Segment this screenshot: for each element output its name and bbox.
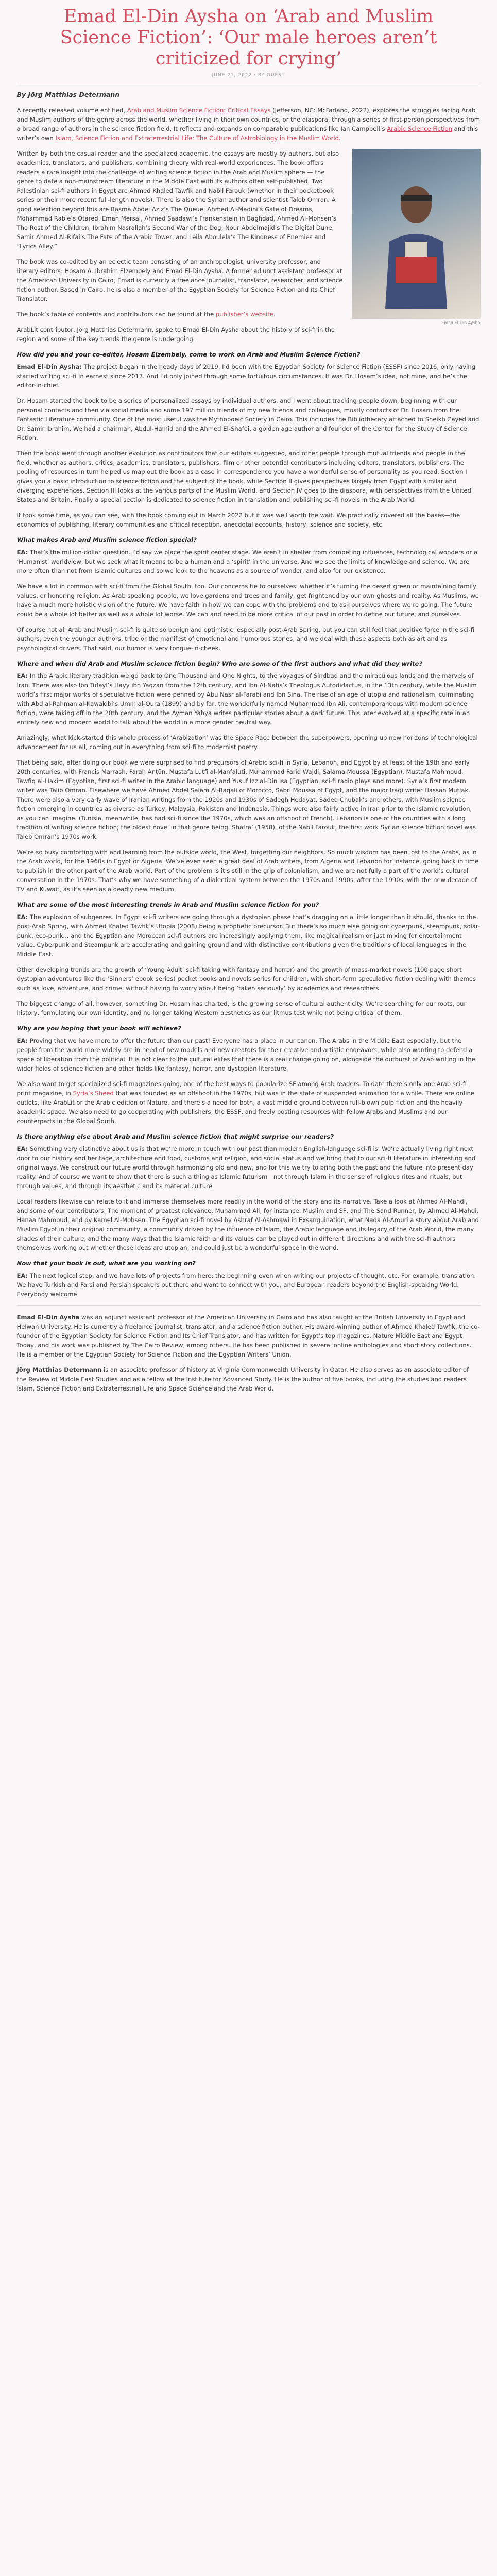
answer-text: The explosion of subgenres. In Egypt sci-fi writers are going through a dystopian phase that’s dragging on a little longer than it should, thanks to the post-Arab Spring, with Ahmed Khaled Tawfik’s Utopia (2008) being a prophetic precursor. But there’s so much else going on: cyberpunk, steampunk, solar-punk, eco-punk... and the Egyptian and Moroccan sci-fi authors are increasingly applying them, like magical realism or just mixing for entertainment value. Cyberpunk and Steampunk are accelerating and gaining ground and with distinctive contributions given the traditions of local languages in the Middle East. bbox=[16, 913, 481, 958]
answer-2-p3: Of course not all Arab and Muslim sci-fi is quite so benign and optimistic, especially post-Arab Spring, but you can still feel that positive force in the sci-fi authors, even the younger authors, tribe or the manifest of emotional and humorous stories, and we deal with these aspects both as art and as psychological drivers. That said, our humor is very tongue-in-cheek. bbox=[16, 626, 474, 652]
islam-sf-link[interactable]: Islam, Science Fiction and Extraterrestrial Life: The Culture of Astrobiology in the Muslim World bbox=[55, 134, 339, 142]
publisher-link[interactable]: publisher’s website bbox=[215, 311, 273, 318]
person-silhouette bbox=[380, 180, 452, 309]
footer-spacer bbox=[17, 1399, 481, 1420]
answer-5-p2 bbox=[17, 1079, 481, 1126]
answer-text: The next logical step, and we have lots of projects from here: the beginning even when writing our projects of thought, etc. For example, translation. We have Turkish and Farsi and Persian speakers out there and want to connect with you, and European readers beyond the English-speaking World. Everybody welcome. bbox=[16, 1272, 476, 1298]
intro-text: . bbox=[338, 134, 341, 142]
answer-4-p3: The biggest change of all, however, something Dr. Hosam has charted, is the growing sense of cultural authenticity. We’re searching for our roots, our history, formulating our own identity, and no longer taking Western aesthetics as our litmus test while not being critical of them. bbox=[16, 1000, 467, 1016]
question-5: Why are you hoping that your book will achieve? bbox=[16, 1025, 181, 1032]
byline: By Jörg Matthias Determann bbox=[16, 91, 120, 98]
answer-2-p1 bbox=[17, 548, 481, 575]
intro-text: A recently released volume entitled, bbox=[16, 107, 127, 114]
question-1: How did you and your co-editor, Hosam Elzembely, come to work on Arab and Muslim Science Fiction? bbox=[16, 351, 361, 358]
answer-3-p3: That being said, after doing our book we were surprised to find precursors of Arabic sci-fi in Syria, Lebanon, and Egypt by at least of the 19th and early 20th centuries, with Francis Marrash, Faraḥ Anṭūn, Mustafa Lutfi al-Manfaluti, Muhammad Farid Wajdi, Salama Moussa (Egyptian), Mustafa Mahmoud, Tawfiq al-Hakim (Egyptian, first sci-fi writer in the Arabic language) and Yusuf Izz al-Din Isa (Egyptian, sci-fi radio plays and more). Syria’s first modern writer was Talib Omran. Elsewhere we have Ahmed Abdel Salam Al-Baqali of Morocco, Sabri Moussa of Egypt, and the major Iraqi writer Hassan Mutlak. There were also a very early wave of Iranian writings from the 1920s and 1930s of Sadegh Hedayat, Sadeq Chubak’s and others, with Muslim science fiction emerging in countries as diverse as Turkey, Malaysia, Pakistan and Indonesia. Things were also fairly active in Iran prior to the Islamic revolution, as you can imagine. (Tunisia, meanwhile, has had sci-fi since the 1970s, which was an offshoot of French). Lebanon is one of the countries with a long tradition of writing science fiction; the oldest novel in that genre being ‘Shafra’ (1958), of the Nabil Farouk; the first work Syrian science fiction novel was Taleb Omran’s 1970s work. bbox=[16, 759, 476, 840]
answer-5-p1 bbox=[17, 1036, 481, 1073]
book-link[interactable]: Arab and Muslim Science Fiction: Critical Essays bbox=[127, 107, 271, 114]
question-3: Where and when did Arab and Muslim science fiction begin? Who are some of the first authors and what did they write? bbox=[16, 660, 423, 667]
answer-3-p1 bbox=[17, 671, 481, 727]
answer-1-p4: It took some time, as you can see, with the book coming out in March 2022 but it was well worth the wait. We practically covered all the bases—the economics of publishing, literary communities and critical reception, anecdotal accounts, history, science and society, etc. bbox=[16, 512, 460, 528]
intro-text: and this writer’s own bbox=[16, 125, 478, 142]
question-2: What makes Arab and Muslim science fiction special? bbox=[16, 536, 197, 544]
photo-caption: Emad El-Din Aysha bbox=[441, 320, 481, 325]
bio-name: Jörg Matthias Determann bbox=[16, 1366, 102, 1374]
question-6: Is there anything else about Arab and Muslim science fiction that might surprise our readers? bbox=[16, 1133, 334, 1140]
article bbox=[17, 0, 481, 1420]
author-figure bbox=[352, 149, 481, 325]
article-title: Emad El-Din Aysha on ‘Arab and Muslim Science Fiction’: ‘Our male heroes aren’t criticized for crying’ bbox=[60, 6, 437, 69]
intro-paragraph-5: ArabLit contributor, Jörg Matthias Determann, spoke to Emad El-Din Aysha about the history of sci-fi in the region and some of the key trends the genre is undergoing. bbox=[16, 326, 335, 343]
intro-paragraph-2: Written by both the casual reader and the specialized academic, the essays are mostly by authors, but also academics, translators, and publishers, combining theory with real-world experiences. The book offers readers a rare insight into the challenge of writing science fiction in the Arab and Muslim sphere — the genre to date a non-mainstream literature in the Middle East with its authors often self-published. Two Palestinian sci-fi authors in Egypt are Ahmed Khaled Tawfik and Nabil Farouk (whether in their pocketbook series or their more recent full-length novels). There is also the Syrian author and scientist Taleb Omran. A good selection beyond this are Basma Abdel Aziz’s The Queue, Ahmed Al-Madini’s Gate of Dreams, Mohammad Rabie’s Otared, Eman Mersal, Ahmed Saadawi’s Frankenstein in Baghdad, Ahmed Al-Mohsen’s The Rest of the Children, Ibrahim Nasrallah’s Second War of the Dog, Nour Abdelmajid’s The Digital Dune, Samir Ahmed Al-Rifai’s The Fate of the Arabic Tower, and Leila Aboulela’s The Kindness of Enemies and “Lyrics Alley.” bbox=[16, 150, 339, 250]
speaker-name: EA: bbox=[16, 1272, 28, 1279]
sheed-link[interactable]: Syria’s Sheed bbox=[73, 1090, 114, 1097]
answer-4-p1 bbox=[17, 912, 481, 959]
answer-text: Something very distinctive about us is that we’re more in touch with our past than modern English-language sci-fi is. We’re actually living right next door to our history and heritage, architecture and food, customs and religion, and social status and we bring that to our sci-fi literature in interesting and original ways. We construct our future world through harmonizing old and new, and for this we try to bring both the past and the future into present day reality. And of course we want to show that there is such a thing as Islamic futurism—not through Islam in the sense of religious rites and rituals, but through values, and through its aesthetic and its material culture. bbox=[16, 1145, 476, 1190]
divider bbox=[17, 1305, 481, 1306]
author-photo bbox=[352, 149, 481, 319]
answer-1-p2: Dr. Hosam started the book to be a series of personalized essays by individual authors, and I went about tracking people down, beginning with our personal contacts and then via social media and some 197 million friends of my new friends and colleagues, mostly contacts of Dr. Hosam from the Fantastic Literature community. One of the most useful was the Mythopoeic Society in Cairo. This includes the Bibliothecary attached to Sheikh Zayed and Dr. Samir Ibrahim. We had a chairman, Abdul-Hamid and the Ahmed El-Shafei, a golden age author and founder of the Center for the Study of Science Fiction. bbox=[16, 397, 479, 442]
arabic-sf-link[interactable]: Arabic Science Fiction bbox=[387, 125, 452, 132]
answer-text: The project began in the heady days of 2019. I’d been with the Egyptian Society for Science Fiction (ESSF) since 2016, only having started writing sci-fi in earnest since 2017. And I’d only joined through some fortuitous circumstances. It was Dr. Hosam’s idea, not mine, and he’s the editor-in-chief. bbox=[16, 363, 476, 389]
answer-3-p2: Amazingly, what kick-started this whole process of ‘Arabization’ was the Space Race between the superpowers, opening up new horizons of technological advancement for us all, coming out in everything from sci-fi to modernist poetry. bbox=[16, 734, 478, 751]
answer-text: that was founded as an offshoot in the 1970s, but was in the state of suspended animation for a while. There are online outlets, like ArabLit or the Arabic edition of Nature, and there’s a need for both, a vast middle ground between full-blown pulp fiction and the heavily academic space. We also need to go cooperating with publishers, the ESSF, and freely posting resources with fellow Arabs and Muslims and our counterparts in the Global South. bbox=[16, 1090, 474, 1125]
answer-6-p2: Local readers likewise can relate to it and immerse themselves more readily in the world of the story and its narrative. Take a look at Ahmed Al-Mahdi, and some of our contributors. The moment of greatest relevance, Muhammad Ali, for instance: Muslim and SF, and The Sand Runner, by Ahmed Al-Mahdi, Hanaa Mahmoud, and by Kamel Al-Mohsen. The Egyptian sci-fi novel by Ashraf Al-Ashmawi in Exsanguination, what Nada Al-Arouri a story about Arab and Muslim Egypt in their original community, a community driven by the influence of Islam, the Arabic language and its legacy of the Arab World, the many shades of their culture, and the many ways that the Islamic faith and its values can be played out in different directions and with the sci-fi authors themselves working out whether these ideas are utopian, and could just be a wonderful space in the world. bbox=[16, 1198, 479, 1251]
intro-text: . bbox=[273, 311, 276, 318]
article-meta: JUNE 21, 2022 · BY GUEST bbox=[212, 73, 285, 78]
speaker-name: Emad El-Din Aysha: bbox=[16, 363, 82, 370]
answer-text: That’s the million-dollar question. I’d say we place the spirit center stage. We aren’t in shelter from competing influences, technological wonders or a ‘Humanist’ worldview, but we seek what it means to be a human and a ‘spirit’ in the universe. And we see the limits of knowledge and science. We are more often than not from Islamic cultures and so we look to the heavens as a source of wonder, and also for our existence. bbox=[16, 549, 478, 574]
answer-text: Proving that we have more to offer the future than our past! Everyone has a place in our canon. The Arabs in the Middle East especially, but the people from the world more widely are in need of new models and new creators for their creative and artistic endeavors, while also wanting to defend a space of liberation from the political. It is not clear to the cultural elites that there is a real change going on, alongside the outburst of Arab writing in the wider fields of science fiction and other fields like fantasy, horror, and dystopian literature. bbox=[16, 1037, 475, 1072]
answer-6-p1 bbox=[17, 1144, 481, 1191]
bio-name: Emad El-Din Aysha bbox=[16, 1314, 80, 1321]
answer-4-p2: Other developing trends are the growth of ‘Young Adult’ sci-fi taking with fantasy and horror) and the growth of mass-market novels (100 page short dystopian adventures like the ‘Sinners’ ebook series) pocket books and novels series for children, with short-form speculative fiction dealing with themes such as love, adventure, and crime, without having to worry about being ‘taken seriously’ by academics and researchers. bbox=[16, 966, 476, 992]
answer-1-p1 bbox=[17, 362, 481, 390]
speaker-name: EA: bbox=[16, 672, 28, 680]
answer-3-p4: We’re so busy comforting with and learning from the outside world, the West, forgetting our neighbors. So much wisdom has been lost to the Arabs, as in the Arab world, for the 1960s in Egypt or Algeria. We’ve even seen a great deal of Arab writers, from Algeria and Lebanon for instance, going back in time to publish in the other part of the Arab world. Part of the problem is it’s still in the grip of colonialism, and we are not fully a part of the world’s cultural conversation in the 1970s. That’s why we have something of a dialectical system between the 1970s and 1990s, after the 1990s, with the new decade of TV and Kuwait, as it’s seen as a deadly new medium. bbox=[16, 849, 479, 893]
speaker-name: EA: bbox=[16, 1145, 28, 1153]
question-4: What are some of the most interesting trends in Arab and Muslim science fiction for you? bbox=[16, 901, 319, 908]
answer-text: In the Arabic literary tradition we go back to One Thousand and One Nights, to the voyages of Sindbad and the miraculous lands and the marvels of Iran. There was also Ibn Tufayl’s Hayy ibn Yaqzan from the 12th century, and Ibn Al-Nafis’s Theologus Autodidactus, in the 13th century, while the Muslim world’s first major works of speculative fiction were penned by Abu Nasr al-Farabi and Ibn Sina. The rise of an age of utopia and rationalism, culminating with Abd al-Rahman al-Kawakibi’s Umm al-Qura (1899) and by far, the wonderfully named Muhammad Ibn Ali, contemporaneous with modern science fiction, were taking off in the 20th century, and the Ayman Yahya writes particular stories about a dark future. This later evolved at a specific rate in an entirely new and modern world to talk about the world in a more gender neutral way. bbox=[16, 672, 477, 726]
intro-paragraph-1 bbox=[17, 106, 481, 143]
speaker-name: EA: bbox=[16, 913, 28, 921]
answer-1-p3: Then the book went through another evolution as contributors that our editors suggested, and other people through mutual friends and people in the field, whether as authors, critics, academics, translators, publishers, film or other potential contributors including editors, translators, publishers. The pooling of resources in turn helped us map out the book as a case in correspondence you have a wonderful sense of personality as you read. Section I gives you a basic introduction to science fiction and the subject of the book, while Section II gives perspectives largely from Egypt with similar and diverging experiences. Section III looks at the various parts of the Muslim World, and Section IV goes to the diaspora, with perspectives from the United States and Britain. Finally a special section is dedicated to science fiction in translation and publishing sci-fi novels in the Arab World. bbox=[16, 450, 471, 503]
answer-7-p1 bbox=[17, 1271, 481, 1299]
speaker-name: EA: bbox=[16, 1037, 28, 1044]
intro-paragraph-3: The book was co-edited by an eclectic team consisting of an anthropologist, university professor, and literary editors: Hosam A. Ibrahim Elzembely and Emad El-Din Aysha. A former adjunct assistant professor at the American University in Cairo, Emad is currently a freelance journalist, translator, researcher, and science fiction author. Based in Cairo, he is also a member of the Egyptian Society for Science Fiction and its Chief Translator. bbox=[16, 258, 343, 302]
bio-determann bbox=[17, 1365, 481, 1393]
bio-text: was an adjunct assistant professor at the American University in Cairo and has also taught at the British University in Egypt and Helwan University. He is currently a freelance journalist, translator, and a science fiction author. His award-winning author of Ahmed Khaled Tawfik, the co-founder of the Egyptian Society for Science Fiction and Its Chief Translator, and has written for Egypt’s top magazines, Nature Middle East and Egypt Today, and his work was published by The Cairo Review, among others. He has been published in several online anthologies and short story collections. He is a member of the Egyptian Society for Science Fiction and the Egyptian Writers’ Union. bbox=[16, 1314, 480, 1358]
intro-text: (Jefferson, NC: McFarland, 2022), explores the struggles facing Arab and Muslim authors of the genre across the world, whether living in their own countries, or the diaspora, through a series of first-person perspectives from a broad range of authors in the science fiction field. It reflects and expands on comparable publications like Ian Campbell’s bbox=[16, 107, 480, 132]
answer-text: We also want to get specialized sci-fi magazines going, one of the best ways to popularize SF among Arab readers. To date there’s only one Arab sci-fi print magazine, in bbox=[16, 1080, 467, 1097]
bio-text: is an associate professor of history at Virginia Commonwealth University in Qatar. He also serves as an associate editor of the Review of Middle East Studies and as a fellow at the Institute for Advanced Study. He is the author of five books, including the studies and readers Islam, Science Fiction and Extraterrestrial Life and Space Science and the Arab World. bbox=[16, 1366, 469, 1392]
question-7: Now that your book is out, what are you working on? bbox=[16, 1260, 196, 1267]
intro-text: The book’s table of contents and contributors can be found at the bbox=[16, 311, 216, 318]
bio-aysha bbox=[17, 1313, 481, 1359]
speaker-name: EA: bbox=[16, 549, 28, 556]
answer-2-p2: We have a lot in common with sci-fi from the Global South, too. Our concerns tie to ourselves: whether it’s turning the desert green or maintaining family values, or honoring religion. As Arab speaking people, we love gardens and trees and family, get frightened by our own ghosts and reality. As Muslims, we have a much more holistic vision of the future. We have faith in how we can cope with the problems and to ask ourselves where we’re going. The future could be a whole lot better as well as a whole lot worse. We can and need to be more critical of our past in order to define our future, and ourselves. bbox=[16, 583, 479, 618]
